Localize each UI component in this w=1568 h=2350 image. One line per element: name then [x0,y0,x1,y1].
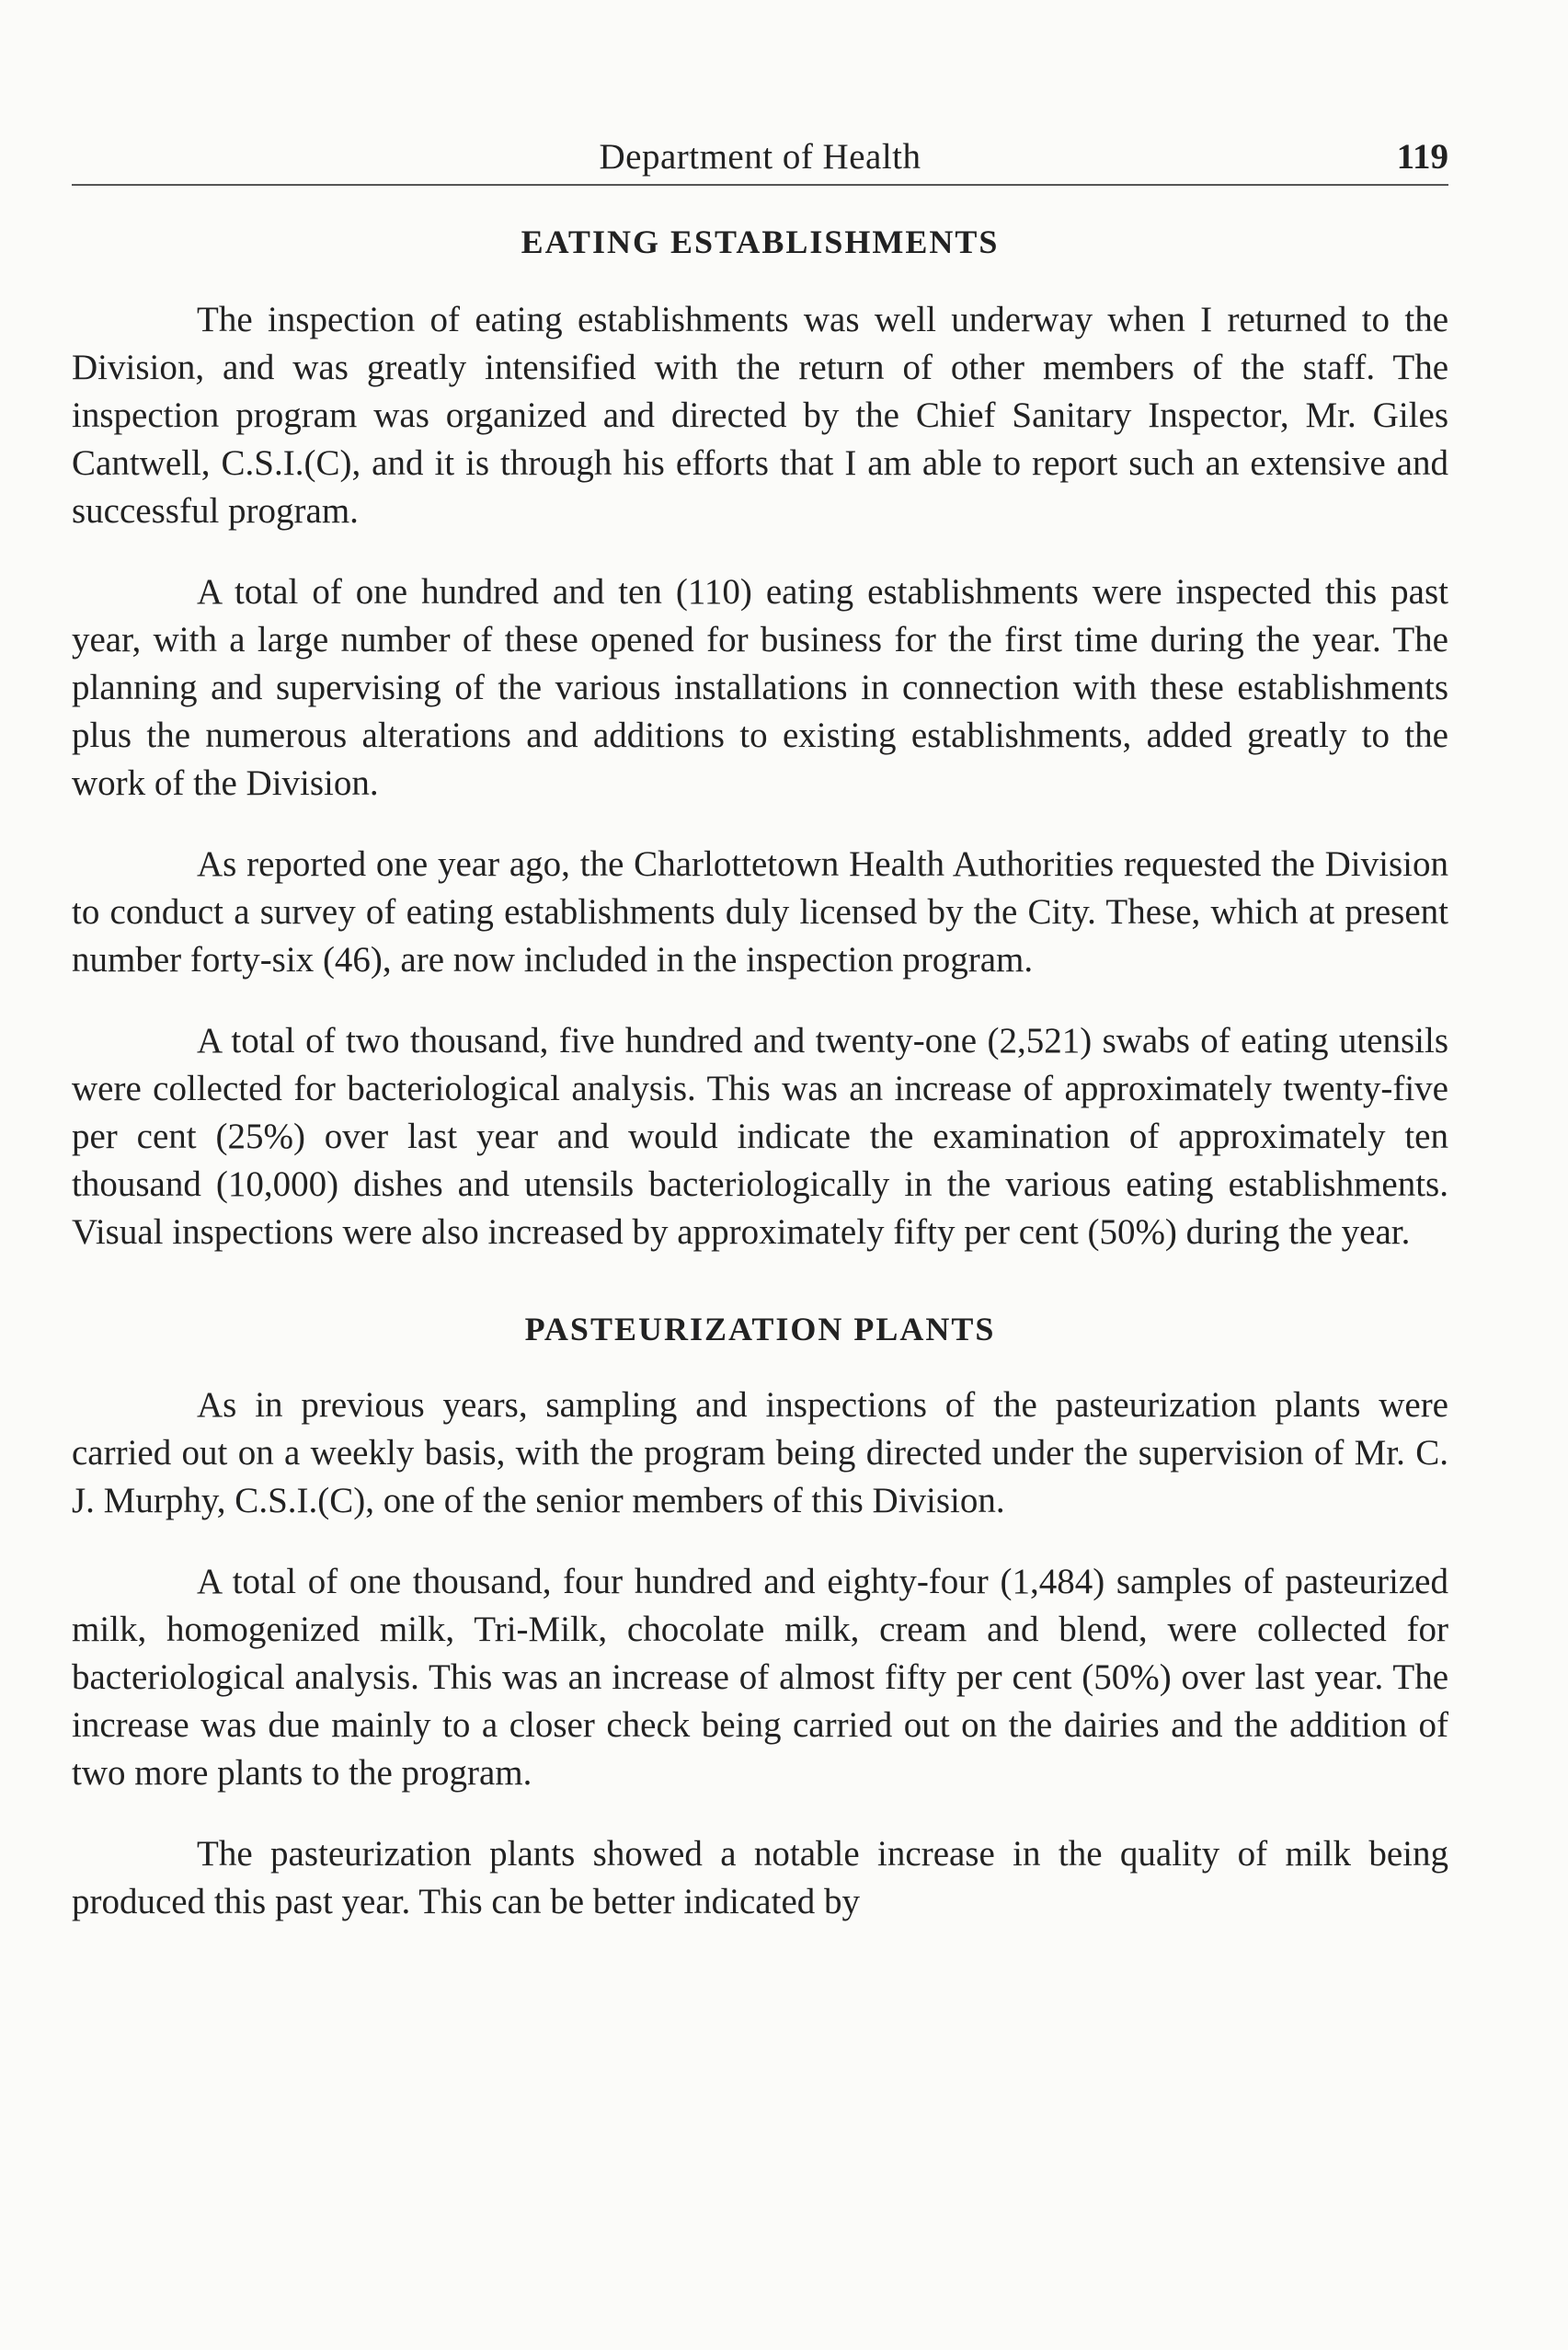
section-heading-pasteurization-plants: PASTEURIZATION PLANTS [524,1311,996,1347]
body-paragraph: The inspection of eating establishments was well underway when I returned to the Division, and was greatly intensified with the return of other members of the staff. The inspection program was organized and directed by the Chief Sanitary Inspector, Mr. Giles Cantwell, C.S.I.(C), and it is through his efforts that I am able to report such an extensive and successful program. [72,300,1448,531]
body-paragraph: A total of two thousand, five hundred and twenty-one (2,521) swabs of eating utensils were collected for bacteriological analysis. This was an increase of approximately twenty-five per cent (25%) over last year and would indicate the examination of approximately ten thousand (10,000) dishes and utensils bacteriologically in the various eating establishments. Visual inspections were also increased by approximately fifty per cent (50%) during the year. [72,1021,1448,1252]
section-heading-eating-establishments: EATING ESTABLISHMENTS [521,224,1000,260]
body-paragraph: A total of one hundred and ten (110) eating establishments were inspected this past year, with a large number of these opened for business for the first time during the year. The planning and supervising of the various installations in connection with these establishments plus the numerous alterations and additions to existing establishments, added greatly to the work of the Division. [72,572,1448,803]
section-eating-establishments [72,223,1448,1256]
body-paragraph: As reported one year ago, the Charlottetown Health Authorities requested the Division to conduct a survey of eating establishments duly licensed by the City. These, which at present number forty-six (46), are now included in the inspection program. [72,844,1448,980]
section-pasteurization-plants [72,1310,1448,1926]
page-number: 119 [1396,137,1448,177]
running-title: Department of Health [599,137,921,177]
body-paragraph: A total of one thousand, four hundred and eighty-four (1,484) samples of pasteurized milk, homogenized milk, Tri-Milk, chocolate milk, cream and blend, were collected for bacteriological analysis. This was an increase of almost fifty per cent (50%) over last year. The increase was due mainly to a closer check being carried out on the dairies and the addition of two more plants to the program. [72,1562,1448,1793]
document-page [72,120,1448,1926]
body-paragraph: As in previous years, sampling and inspections of the pasteurization plants were carried out on a weekly basis, with the program being directed under the supervision of Mr. C. J. Murphy, C.S.I.(C), one of the senior members of this Division. [72,1385,1448,1520]
running-header [72,120,1448,186]
body-paragraph: The pasteurization plants showed a notable increase in the quality of milk being produced this past year. This can be better indicated by [72,1834,1448,1921]
